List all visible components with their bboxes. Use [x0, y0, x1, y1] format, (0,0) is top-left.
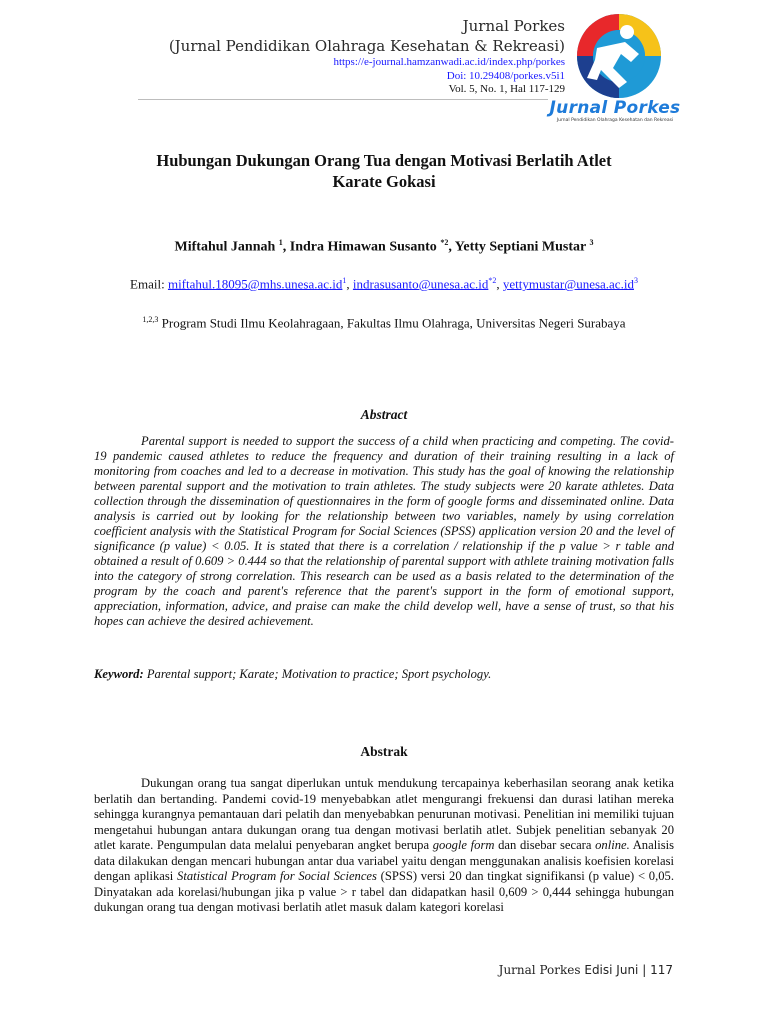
header-divider [138, 99, 548, 100]
keyword-label: Keyword: [94, 667, 144, 681]
page-number: 117 [650, 963, 673, 977]
email-label: Email: [130, 276, 165, 292]
volume-info: Vol. 5, No. 1, Hal 117-129 [448, 83, 565, 95]
keyword-values: Parental support; Karate; Motivation to practice; Sport psychology. [146, 667, 492, 681]
email-marker: *2 [488, 276, 497, 285]
email-marker: 1 [342, 276, 347, 285]
abstrak-text: Dukungan orang tua sangat diperlukan untuk mendukung tercapainya keberhasilan seorang anak ketika berlatih dan bertanding. Pandemi covid-19 menyebabkan atlet mengurangi frekuensi dan durasi latihan mereka sehingga kurangnya pemantauan dari pelatih dan menyebabkan penurunan motivasi. Penelitian ini memiliki tujuan mengetahui hubungan antara dukungan orang tua dengan motivasi berlatih atlet. Subjek penelitian sebanyak 20 atlet karate. Pengumpulan data melalui penyebaran angket berupa google form dan disebar secara online. Analisis data dilakukan dengan mencari hubungan antar dua variabel yaitu dengan menggunakan analisis koefisien korelasi dengan aplikasi Statistical Program for Social Sciences (SPSS) versi 20 dan tingkat signifikansi (p value) < 0,05. Dinyatakan ada korelasi/hubungan jika p value > r tabel dan didapatkan hasil 0,609 > 0,444 sehingga hubungan dukungan orang tua dengan motivasi berlatih atlet masuk dalam kategori korelasi [94, 776, 674, 914]
logo-wordmark: Jurnal Porkes [549, 98, 681, 118]
abstract-heading: Abstract [360, 407, 408, 422]
article-title [100, 150, 668, 192]
abstrak-heading: Abstrak [360, 744, 408, 759]
author-name: Indra Himawan Susanto [289, 239, 437, 255]
author-name: Yetty Septiani Mustar [454, 239, 586, 255]
footer-journal: Jurnal Porkes [498, 963, 581, 977]
logo-tagline: Jurnal Pendidikan Olahraga Kesehatan dan Rekreasi [556, 118, 674, 123]
article-title-line2: Karate Gokasi [332, 172, 436, 191]
journal-full-name: (Jurnal Pendidikan Olahraga Kesehatan & Rekreasi) [168, 37, 565, 55]
author-marker: 3 [589, 238, 594, 247]
email-link[interactable]: indrasusanto@unesa.ac.id [352, 276, 489, 292]
page-footer [499, 963, 673, 977]
email-line: Email: $miftahul.18095@mhs.unesa.ac.id^1$, $indrasusanto@unesa.ac.id^{*2}$, $yettymustar@unesa.ac.id^3$ [130, 276, 638, 292]
author-name: Miftahul Jannah [174, 239, 276, 255]
footer-separator: | [642, 963, 647, 977]
journal-name: Jurnal Porkes [462, 17, 565, 35]
author-marker: *2 [440, 238, 449, 247]
footer-edition: Edisi Juni [584, 963, 639, 977]
author-list: Miftahul Jannah $^1$, Indra Himawan Susanto $^{*2}$, Yetty Septiani Mustar $^3$ [174, 238, 594, 255]
journal-url-link[interactable]: https://e-journal.hamzanwadi.ac.id/index.php/porkes [333, 56, 565, 68]
affiliation [60, 315, 708, 331]
keywords [94, 667, 674, 682]
doi-link[interactable]: Doi: 10.29408/porkes.v5i1 [446, 70, 565, 82]
author-marker: 1 [278, 238, 283, 247]
email-marker: 3 [633, 276, 638, 285]
article-title-line1: Hubungan Dukungan Orang Tua dengan Motivasi Berlatih Atlet [156, 151, 612, 170]
affiliation-marker: 1,2,3 [142, 315, 159, 324]
email-link[interactable]: yettymustar@unesa.ac.id [502, 276, 634, 292]
abstract-text: Parental support is needed to support the success of a child when practicing and competing. The covid-19 pandemic caused athletes to reduce the frequency and duration of their training resulting in a lack of monitoring from coaches and led to a decrease in motivation. This study has the goal of knowing the relationship between parental support and the motivation to train athletes. The study subjects were 20 karate athletes. Data collection through the dissemination of questionnaires in the form of google forms and disseminated online. Data analysis is carried out by looking for the relationship between two variables, namely by using correlation coefficient analysis with the Statistical Program for Social Sciences (SPSS) application version 20 and the level of significance (p value) < 0.05. It is stated that there is a correlation / relationship if the p value > r table and obtained a result of 0.609 > 0.444 so that the relationship of parental support with athlete training motivation falls into the category of strong correlation. This research can be used as a basis related to the determination of the program by the coach and parent's reference that the parent's support in the form of emotional support, appreciation, information, advice, and praise can make the child develop well, have a sense of trust, so that his hopes can achieve the desired achievement. [94, 434, 674, 628]
email-link[interactable]: miftahul.18095@mhs.unesa.ac.id [167, 276, 343, 292]
affiliation-text: Program Studi Ilmu Keolahragaan, Fakultas Ilmu Olahraga, Universitas Negeri Surabaya [161, 315, 626, 331]
